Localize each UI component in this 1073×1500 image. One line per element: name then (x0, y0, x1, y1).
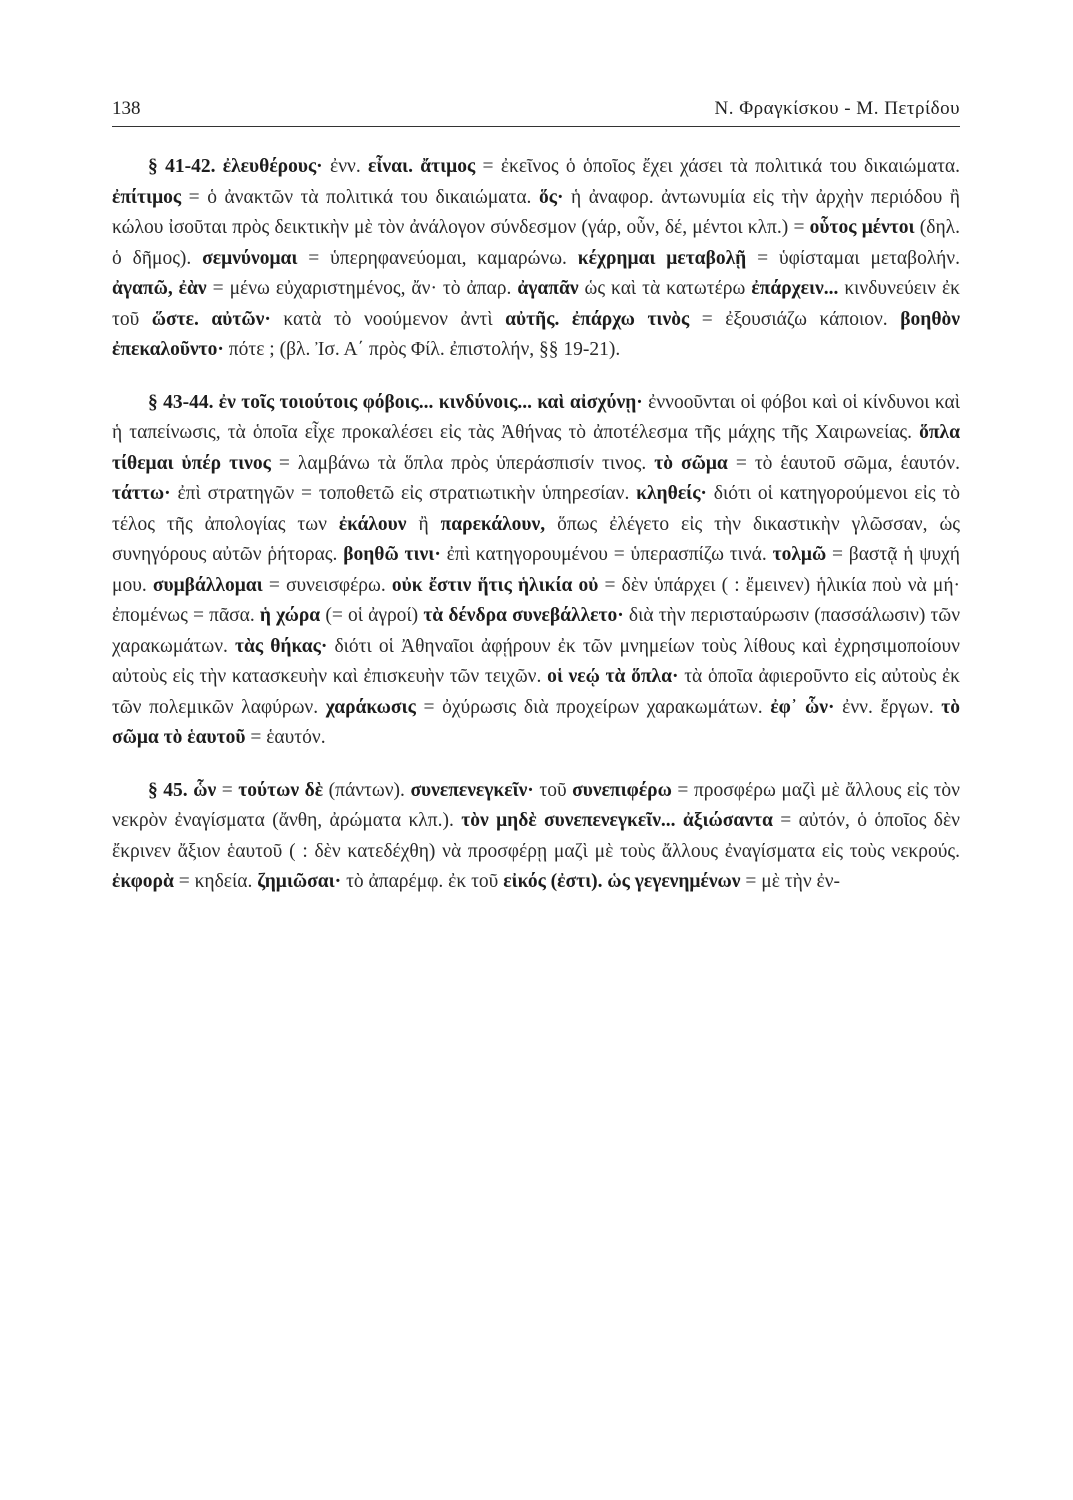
page-number: 138 (112, 98, 141, 119)
lemma-term: χαράκωσις (325, 696, 416, 718)
gloss-text: = τὸ ἑαυτοῦ σῶμα, ἑαυτόν. (727, 452, 960, 474)
lemma-term: § 41-42. ἐλευθέρους· (148, 156, 323, 177)
gloss-text: = (216, 779, 239, 801)
gloss-text: ὅπως ἐλέγετο εἰς τὴν δικαστικὴν γλῶσσαν, ὡς συνηγόρους αὐτῶν ῥήτορας. (112, 513, 960, 565)
lemma-term: συνεπιφέρω (572, 779, 672, 801)
lemma-term: ἀγαπῶ, ἐὰν (112, 278, 207, 299)
lemma-term: τὸ σῶμα (654, 452, 728, 474)
gloss-text: (πάντων). (323, 779, 411, 801)
lemma-term: βοηθῶ τινι· (343, 544, 441, 565)
gloss-text: κατὰ τὸ νοούμενον ἀντὶ (270, 308, 506, 330)
gloss-text: ἡ ἀναφορ. ἀντωνυμία εἰς τὴν ἀρχὴν περιόδου ἢ κώλου ἰσοῦται πρὸς δεικτικὴν μὲ τὸν ἀνάλογον σύνδεσμον (γάρ, οὖν, δέ, μέντοι κλπ.) = (112, 186, 960, 238)
gloss-text: ἐπὶ κατηγορουμένου = ὑπερασπίζω τινά. (440, 544, 773, 565)
gloss-text: τὰ ὁποῖα ἀφιεροῦντο εἰς αὐτοὺς ἐκ τῶν πολεμικῶν λαφύρων. (112, 666, 960, 718)
lemma-term: τὰ δένδρα συνεβάλλετο· (423, 605, 624, 626)
paragraph-41-42 (112, 152, 960, 366)
gloss-text: = ὁ ἀνακτῶν τὰ πολιτικά του δικαιώματα. (181, 186, 539, 208)
lemma-term: ὅπλα τίθεμαι ὑπέρ τινος (112, 422, 960, 474)
lemma-term: ἐφ᾽ ὧν· (770, 696, 835, 718)
gloss-text: διότι οἱ Ἀθηναῖοι ἀφῄρουν ἐκ τῶν μνημείων τοὺς λίθους καὶ ἐχρησιμοποίουν αὐτοὺς εἰς τὴν κατασκευὴν καὶ ἐπισκευὴν τῶν τειχῶν. (112, 635, 960, 687)
gloss-text: πότε ; (βλ. Ἰσ. Α΄ πρὸς Φίλ. ἐπιστολήν, §§ 19-21). (223, 339, 621, 360)
gloss-text: διὰ τὴν περισταύρωσιν (πασσάλωσιν) τῶν χαρακωμάτων. (112, 605, 961, 657)
gloss-text: ἐνν. ἔργων. (834, 696, 942, 718)
lemma-term: § 45. ὧν (148, 779, 217, 801)
lemma-term: τὸν μηδὲ συνεπενεγκεῖν... ἀξιώσαντα (461, 810, 773, 831)
gloss-text: = αὐτόν, ὁ ὁποῖος δὲν ἔκρινεν ἄξιον ἑαυτοῦ ( : δὲν κατεδέχθη) νὰ προσφέρῃ μαζὶ μὲ τοὺς ἄλλους ἐναγίσματα εἰς τοὺς νεκρούς. (112, 810, 960, 862)
lemma-term: αὐτῆς. ἐπάρχω τινὸς (505, 308, 690, 330)
lemma-term: ζημιῶσαι· (257, 871, 342, 892)
gloss-text: = ὀχύρωσις διὰ προχείρων χαρακωμάτων. (415, 696, 771, 718)
lemma-term: ἡ χώρα (259, 605, 321, 626)
gloss-text: ἐπὶ στρατηγῶν = τοποθετῶ εἰς στρατιωτικὴν ὑπηρεσίαν. (170, 483, 637, 504)
gloss-text: = ἐξουσιάζω κάποιον. (689, 308, 901, 330)
lemma-term: τολμῶ (772, 544, 827, 565)
lemma-term: συμβάλλομαι (152, 574, 263, 596)
gloss-text: (δηλ. ὁ δῆμος). (112, 217, 960, 269)
lemma-term: κληθείς· (636, 483, 707, 504)
gloss-text: = ἐκεῖνος ὁ ὁποῖος ἔχει χάσει τὰ πολιτικά του δικαιώματα. (475, 156, 960, 177)
gloss-text: ἢ (406, 513, 441, 535)
commentary-body (112, 152, 960, 920)
gloss-text: = μένω εὐχαριστημένος, ἄν· τὸ ἀπαρ. (206, 278, 518, 299)
gloss-text: ἐνν. (322, 156, 369, 177)
lemma-term: ἐκάλουν (338, 513, 407, 535)
gloss-text: κινδυνεύειν ἐκ τοῦ (112, 278, 960, 330)
lemma-term: τὸ σῶμα τὸ ἑαυτοῦ (112, 696, 960, 748)
gloss-text: = κηδεία. (173, 871, 258, 892)
gloss-text: = βαστᾷ ἡ ψυχή μου. (112, 544, 960, 596)
gloss-text: = ἑαυτόν. (245, 727, 326, 748)
paragraph-45 (112, 776, 960, 898)
gloss-text: = μὲ τὴν ἐν- (740, 871, 841, 892)
lemma-term: τὰς θήκας· (235, 635, 328, 657)
gloss-text: τὸ ἀπαρέμφ. ἐκ τοῦ (341, 871, 504, 892)
lemma-term: οὐκ ἔστιν ἥτις ἡλικία οὐ (391, 574, 599, 596)
gloss-text: ἐννοοῦνται οἱ φόβοι καὶ οἱ κίνδυνοι καὶ ἡ ταπείνωσις, τὰ ὁποῖα εἶχε προκαλέσει εἰς τὰς Ἀθήνας τὸ ἀποτέλεσμα τῆς μάχης τῆς Χαιρωνείας. (112, 391, 960, 443)
gloss-text: = ὑφίσταμαι μεταβολήν. (746, 247, 960, 269)
paragraph-43-44 (112, 388, 960, 754)
lemma-term: τούτων δὲ (238, 779, 324, 801)
lemma-term: ἐπίτιμος (112, 186, 182, 208)
lemma-term: ὥστε. αὐτῶν· (151, 308, 271, 330)
lemma-term: § 43-44. ἐν τοῖς τοιούτοις φόβοις... κινδύνοις... καὶ αἰσχύνῃ· (148, 391, 643, 413)
lemma-term: ἐκφορὰ (112, 871, 174, 892)
running-head: Ν. Φραγκίσκου - Μ. Πετρίδου (714, 98, 960, 119)
gloss-text: διότι οἱ κατηγορούμενοι εἰς τὸ τέλος τῆς ἀπολογίας των (112, 483, 960, 535)
gloss-text: = ὑπερηφανεύομαι, καμαρώνω. (297, 247, 578, 269)
lemma-term: ἐπάρχειν... (751, 278, 839, 299)
lemma-term: οἱ νεῴ τὰ ὅπλα· (547, 666, 679, 687)
lemma-term: τάττω· (112, 483, 171, 504)
lemma-term: κέχρημαι μεταβολῇ (577, 247, 747, 269)
lemma-term: οὗτος μέντοι (809, 217, 915, 238)
lemma-term: ἀγαπᾶν (517, 278, 579, 299)
page-header (112, 96, 960, 127)
lemma-term: εἰκός (ἐστι). ὡς γεγενημένων (503, 871, 741, 892)
lemma-term: εἶναι. ἄτιμος (368, 156, 476, 177)
gloss-text: ὡς καὶ τὰ κατωτέρω (578, 278, 752, 299)
gloss-text: = προσφέρω μαζὶ μὲ ἄλλους εἰς τὸν νεκρὸν ἐναγίσματα (ἄνθη, ἀρώματα κλπ.). (112, 779, 960, 831)
lemma-term: ὅς· (538, 186, 564, 208)
lemma-term: παρεκάλουν, (440, 513, 546, 535)
lemma-term: σεμνύνομαι (202, 247, 298, 269)
gloss-text: = συνεισφέρω. (262, 574, 392, 596)
gloss-text: τοῦ (533, 779, 573, 801)
lemma-term: συνεπενεγκεῖν· (410, 779, 534, 801)
gloss-text: = λαμβάνω τὰ ὅπλα πρὸς ὑπεράσπισίν τινος. (270, 452, 655, 474)
gloss-text: (= οἱ ἀγροί) (320, 605, 424, 626)
lemma-term: βοηθὸν ἐπεκαλοῦντο· (112, 308, 960, 360)
gloss-text: = δὲν ὑπάρχει ( : ἔμεινεν) ἡλικία ποὺ νὰ μή· ἐπομένως = πᾶσα. (112, 574, 961, 626)
